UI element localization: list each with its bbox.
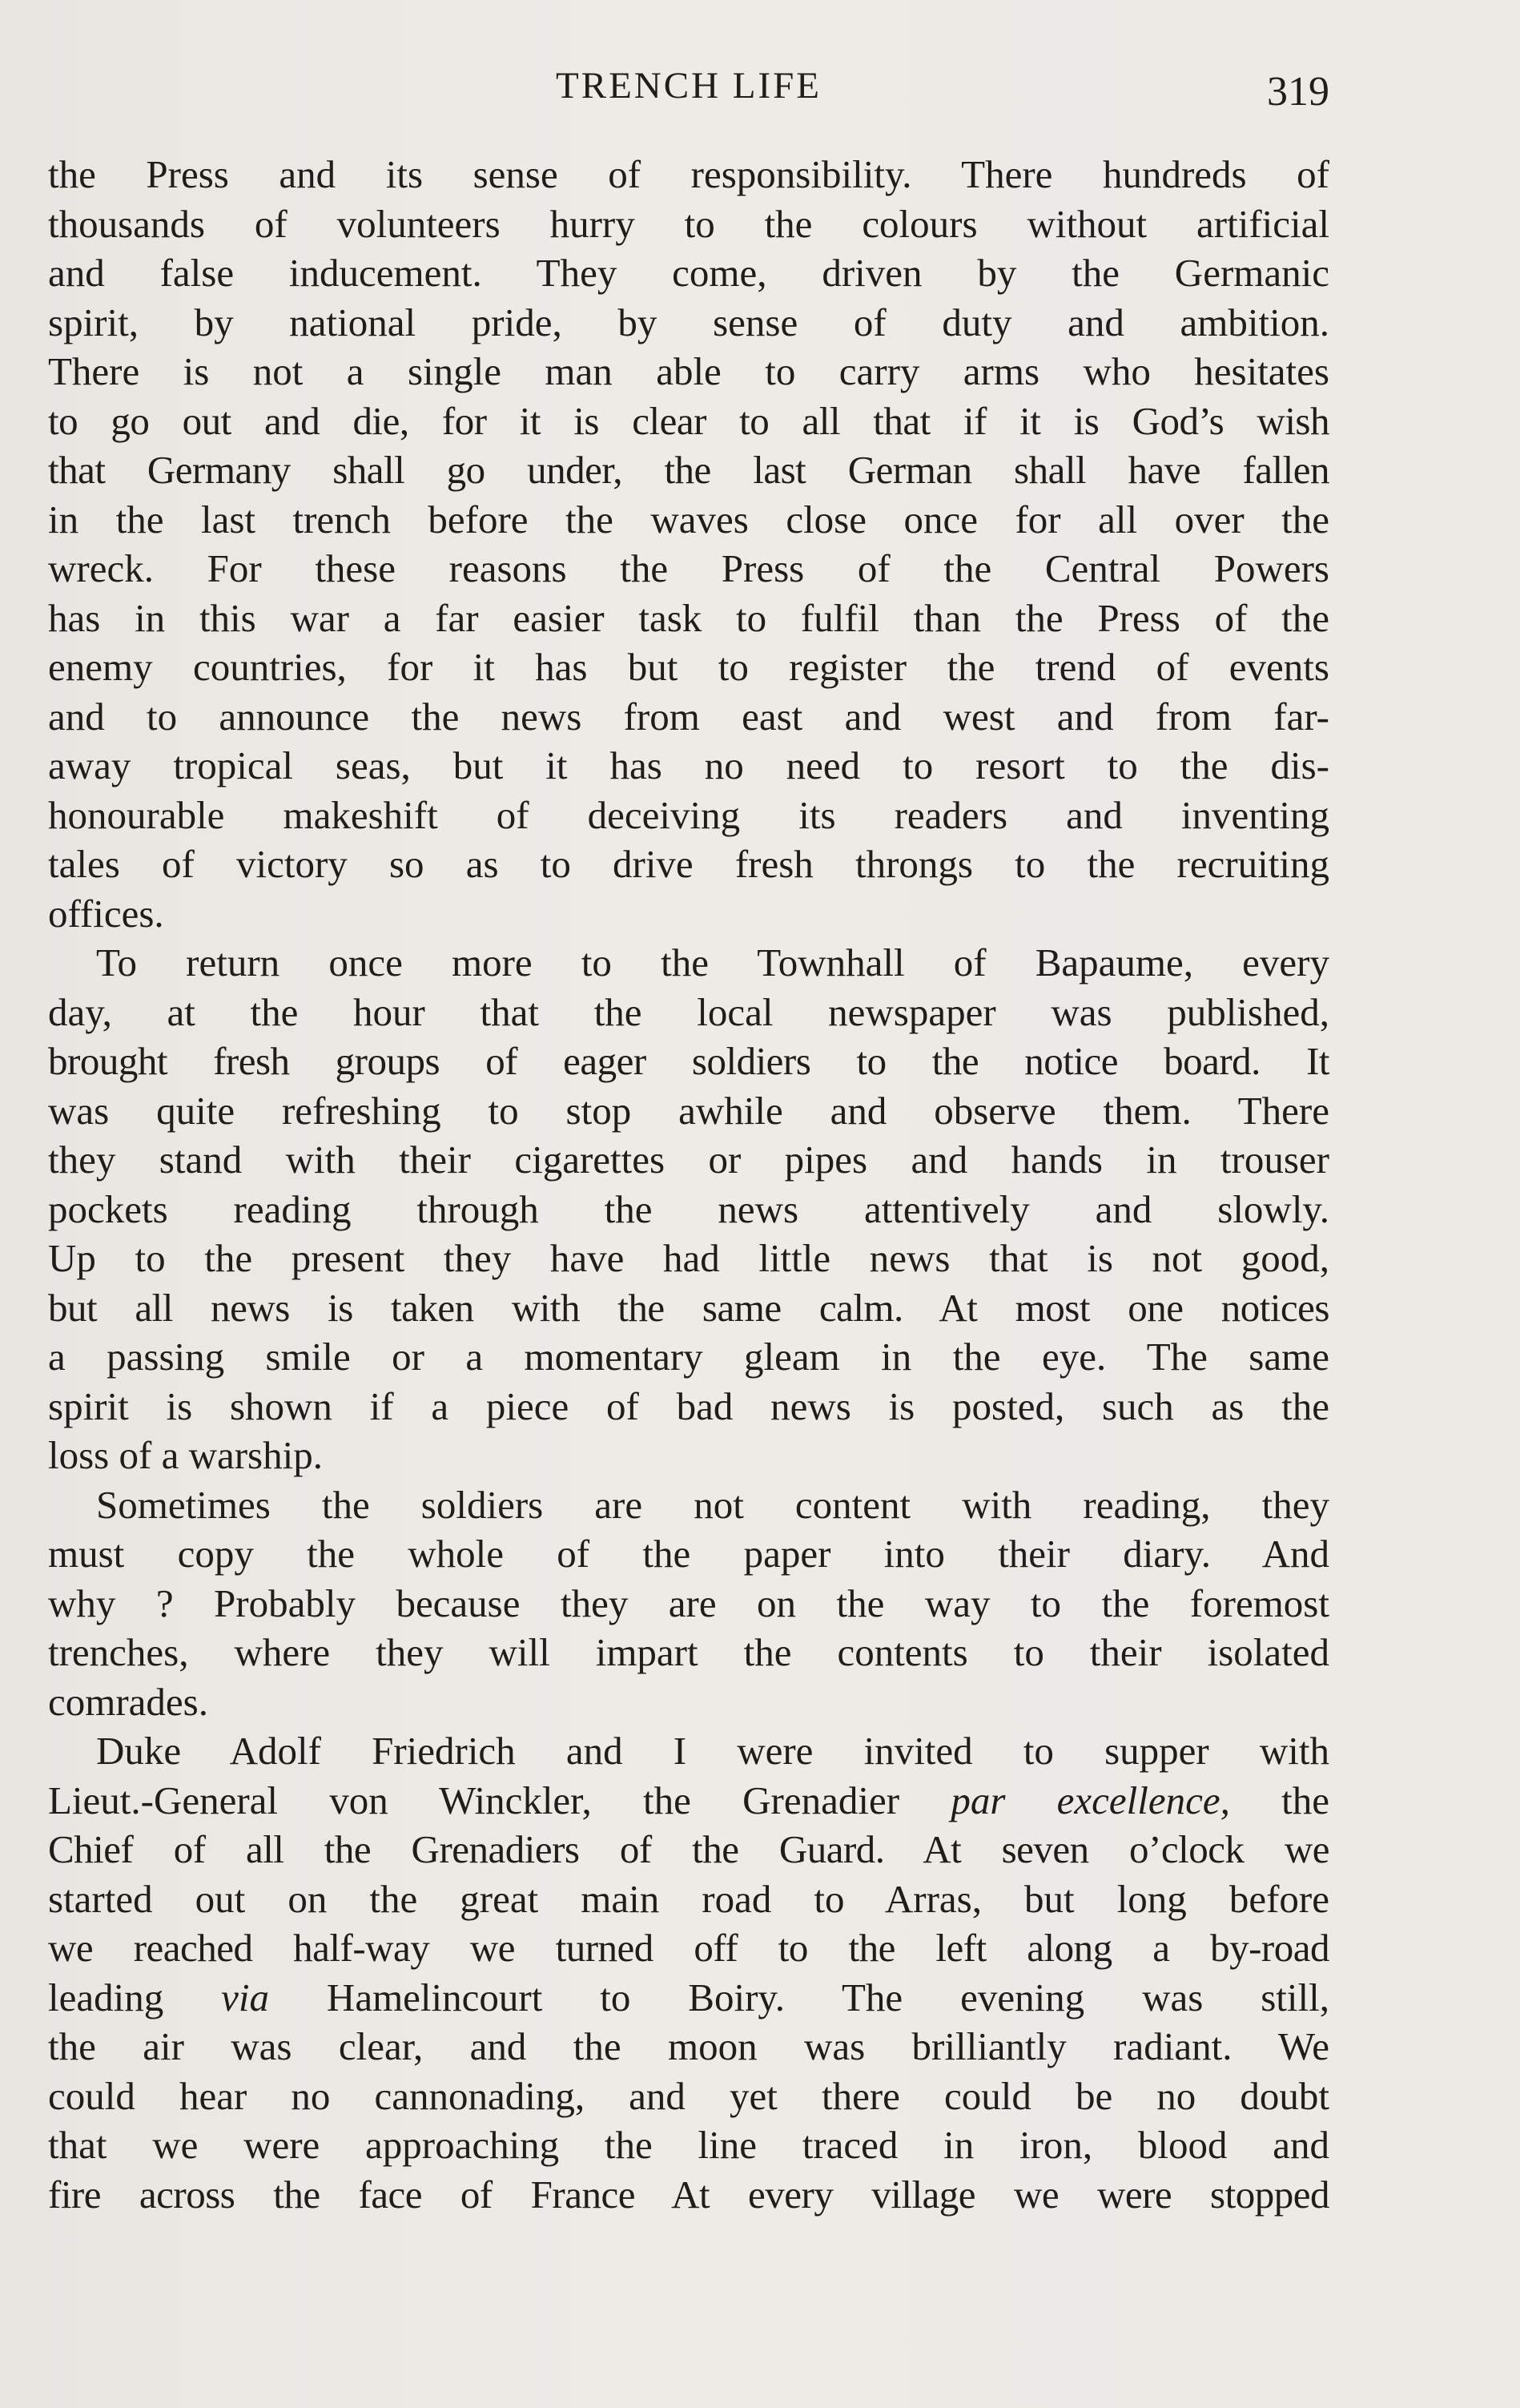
- text-line: brought fresh groups of eager soldiers to the notice board. It: [48, 1039, 1329, 1083]
- text-line: to go out and die, for it is clear to all that if it is God’s wish: [48, 398, 1329, 443]
- text-line: Up to the present they have had little news that is not good,: [48, 1236, 1329, 1280]
- italic-phrase: par excellence,: [951, 1778, 1230, 1822]
- text-line: Chief of all the Grenadiers of the Guard. At seven o’clock we: [48, 1827, 1329, 1871]
- text-line: started out on the great main road to Arras, but long before: [48, 1876, 1329, 1921]
- text-line: was quite refreshing to stop awhile and observe them. There: [48, 1088, 1329, 1133]
- text-line: To return once more to the Townhall of Bapaume, every: [96, 940, 1329, 985]
- paragraph: [48, 938, 1329, 1480]
- body-text: [48, 150, 1329, 2219]
- paragraph: [48, 150, 1329, 938]
- text-run: the: [1229, 1778, 1329, 1822]
- text-line: comrades.: [48, 1679, 208, 1724]
- text-line: why ? Probably because they are on the way to the foremost: [48, 1581, 1329, 1625]
- text-line: could hear no cannonading, and yet there could be no doubt: [48, 2073, 1329, 2118]
- text-line: [48, 1776, 1329, 1826]
- text-line: spirit, by national pride, by sense of duty and ambition.: [48, 300, 1329, 344]
- page-header: [48, 58, 1329, 114]
- text-line: the air was clear, and the moon was brilliantly radiant. We: [48, 2024, 1329, 2068]
- text-line: a passing smile or a momentary gleam in the eye. The same: [48, 1335, 1329, 1379]
- text-line: pockets reading through the news attentively and slowly.: [48, 1186, 1329, 1231]
- text-line: away tropical seas, but it has no need to resort to the dis-: [48, 743, 1329, 787]
- text-line: spirit is shown if a piece of bad news is posted, such as the: [48, 1383, 1329, 1428]
- text-line: they stand with their cigarettes or pipes and hands in trouser: [48, 1138, 1329, 1182]
- text-line: day, at the hour that the local newspaper was published,: [48, 989, 1329, 1034]
- text-line: tales of victory so as to drive fresh throngs to the recruiting: [48, 842, 1329, 886]
- text-line: wreck. For these reasons the Press of the Central Powers: [48, 546, 1329, 590]
- text-line: loss of a warship.: [48, 1433, 323, 1477]
- text-line: trenches, where they will impart the contents to their isolated: [48, 1630, 1329, 1674]
- text-line: honourable makeshift of deceiving its readers and inventing: [48, 792, 1329, 837]
- text-line: [48, 1973, 1329, 2023]
- text-line: in the last trench before the waves close once for all over the: [48, 497, 1329, 542]
- text-line: enemy countries, for it has but to register the trend of events: [48, 645, 1329, 689]
- text-run: Lieut.-General von Winckler, the Grenadier: [48, 1778, 951, 1822]
- text-line: that Germany shall go under, the last German shall have fallen: [48, 448, 1329, 492]
- page-number: 319: [1267, 69, 1329, 115]
- text-line: must copy the whole of the paper into their diary. And: [48, 1532, 1329, 1576]
- text-line: that we were approaching the line traced in iron, blood and: [48, 2123, 1329, 2167]
- italic-phrase: via: [221, 1975, 270, 2019]
- text-line: but all news is taken with the same calm. At most one notices: [48, 1285, 1329, 1330]
- paragraph: [48, 1480, 1329, 1727]
- text-line: offices.: [48, 891, 164, 936]
- text-run: leading: [48, 1975, 222, 2019]
- text-line: the Press and its sense of responsibility. There hundreds of: [48, 152, 1329, 196]
- text-line: fire across the face of France At every village we were stopped: [48, 2172, 1329, 2217]
- text-line: we reached half-way we turned off to the left along a by-road: [48, 1926, 1329, 1970]
- text-run: Hamelincourt to Boiry. The evening was still,: [269, 1975, 1329, 2019]
- paragraph: [48, 1726, 1329, 2219]
- running-head: TRENCH LIFE: [556, 65, 822, 107]
- text-line: Duke Adolf Friedrich and I were invited to supper with: [96, 1729, 1329, 1773]
- text-line: Sometimes the soldiers are not content with reading, they: [96, 1482, 1329, 1527]
- text-line: and false inducement. They come, driven by the Germanic: [48, 251, 1329, 295]
- text-line: and to announce the news from east and west and from far-: [48, 694, 1329, 739]
- text-line: thousands of volunteers hurry to the colours without artificial: [48, 201, 1329, 246]
- text-line: has in this war a far easier task to fulfil than the Press of the: [48, 595, 1329, 640]
- text-line: There is not a single man able to carry arms who hesitates: [48, 349, 1329, 393]
